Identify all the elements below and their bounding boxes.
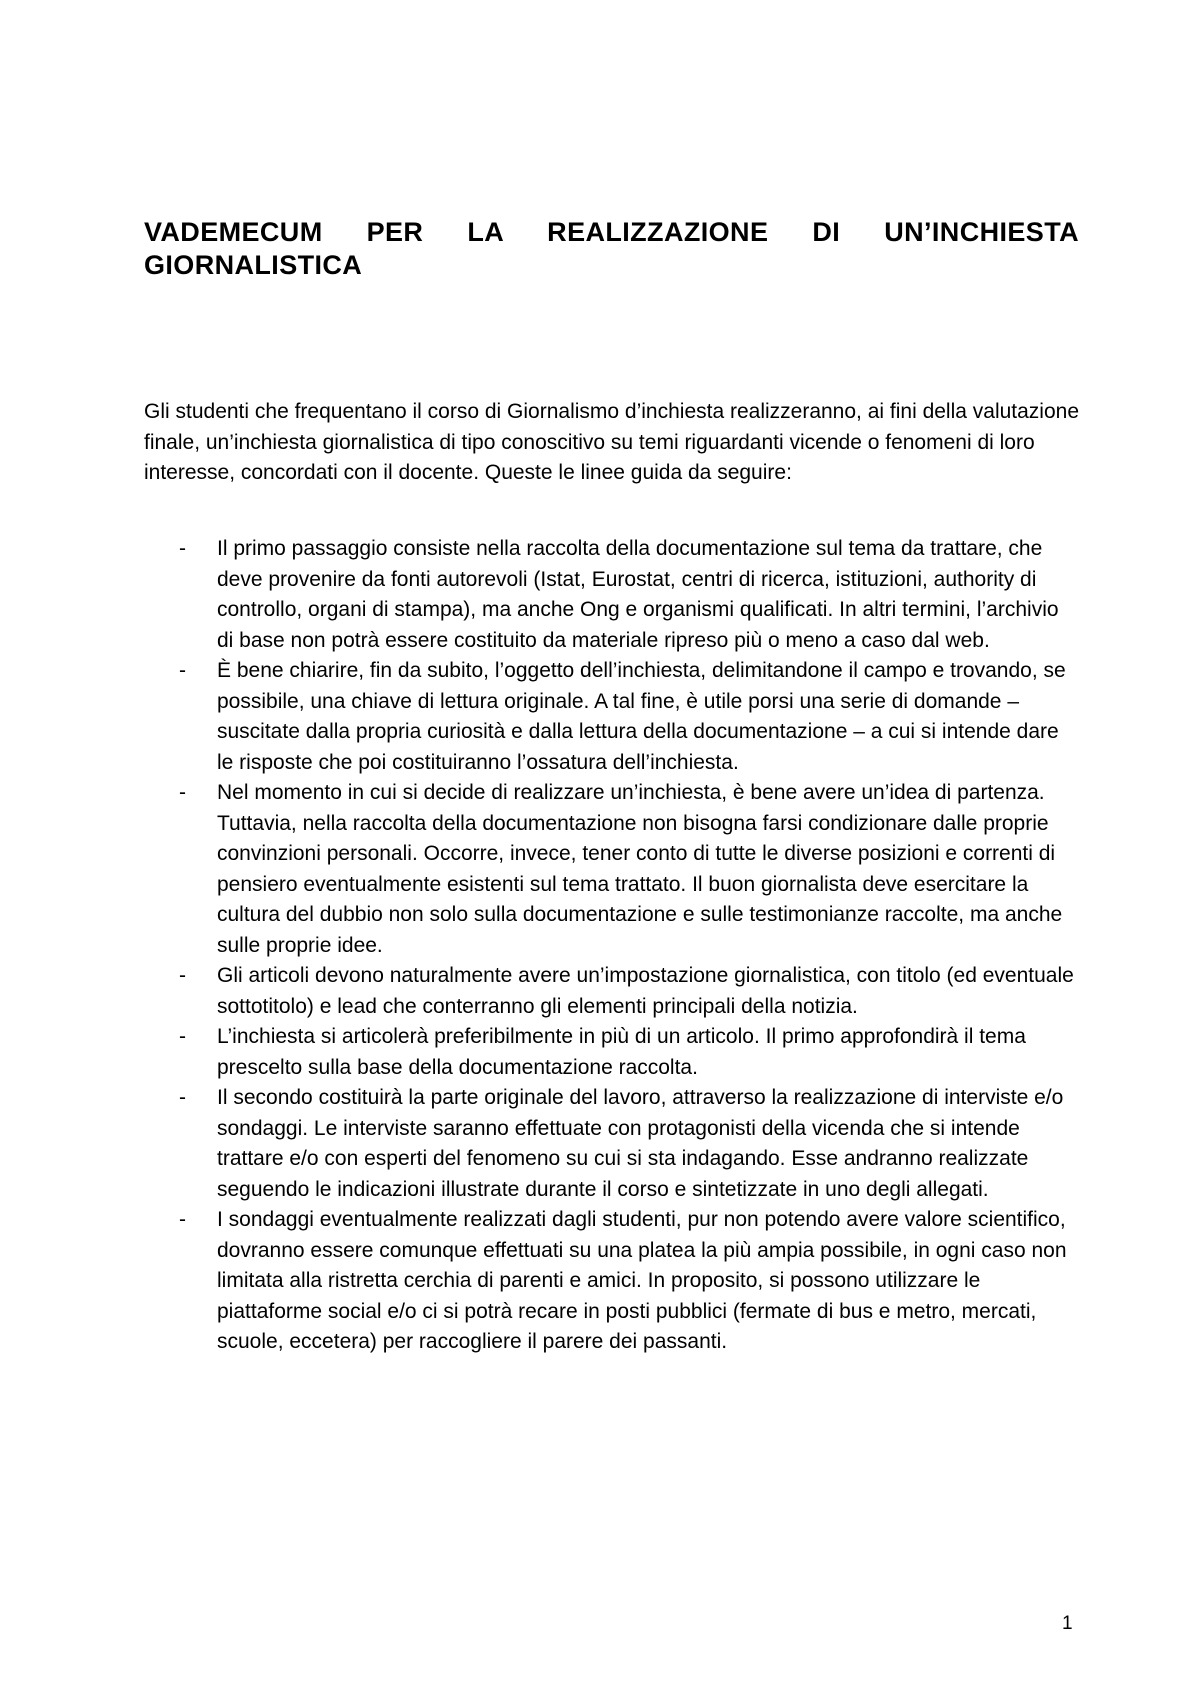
bullet-dash: - bbox=[179, 1025, 186, 1048]
intro-paragraph: Gli studenti che frequentano il corso di Giornalismo d’inchiesta realizzeranno, ai fini della valutazione finale, un’inchiesta giornalistica di tipo conoscitivo su temi riguardanti vicende o fenomeni di loro interesse, concordati con il docente. Queste le linee guida da seguire: bbox=[144, 400, 1080, 484]
list-item bbox=[144, 1205, 1079, 1358]
list-item bbox=[144, 1083, 1079, 1205]
guidelines-list bbox=[144, 534, 1079, 1358]
list-item-text: Il secondo costituirà la parte originale del lavoro, attraverso la realizzazione di interviste e/o sondaggi. Le interviste saranno effettuate con protagonisti della vicenda che si intende trattare e/o con esperti del fenomeno su cui si sta indagando. Esse andranno realizzate seguendo le indicazioni illustrate durante il corso e sintetizzate in uno degli allegati. bbox=[217, 1086, 1064, 1201]
bullet-dash: - bbox=[179, 659, 186, 682]
list-item-text: Il primo passaggio consiste nella raccolta della documentazione sul tema da trattare, che deve provenire da fonti autorevoli (Istat, Eurostat, centri di ricerca, istituzioni, authority di controllo, organi di stampa), ma anche Ong e organismi qualificati. In altri termini, l’archivio di base non potrà essere costituito da materiale ripreso più o meno a caso dal web. bbox=[217, 537, 1059, 652]
bullet-dash: - bbox=[179, 964, 186, 987]
bullet-dash: - bbox=[179, 1208, 186, 1231]
list-item bbox=[144, 1022, 1079, 1083]
list-item-text: Gli articoli devono naturalmente avere un’impostazione giornalistica, con titolo (ed eventuale sottotitolo) e lead che conterranno gli elementi principali della notizia. bbox=[217, 964, 1074, 1018]
list-item-text: I sondaggi eventualmente realizzati dagli studenti, pur non potendo avere valore scientifico, dovranno essere comunque effettuati su una platea la più ampia possibile, in ogni caso non limitata alla ristretta cerchia di parenti e amici. In proposito, si possono utilizzare le piattaforme social e/o ci si potrà recare in posti pubblici (fermate di bus e metro, mercati, scuole, eccetera) per raccogliere il parere dei passanti. bbox=[217, 1208, 1067, 1353]
list-item-text: L’inchiesta si articolerà preferibilmente in più di un articolo. Il primo approfondirà il tema prescelto sulla base della documentazione raccolta. bbox=[217, 1025, 1026, 1079]
document-title-line-2: GIORNALISTICA bbox=[144, 250, 363, 280]
bullet-dash: - bbox=[179, 537, 186, 560]
list-item bbox=[144, 534, 1079, 656]
list-item-text: Nel momento in cui si decide di realizzare un’inchiesta, è bene avere un’idea di partenza. Tuttavia, nella raccolta della documentazione non bisogna farsi condizionare dalle proprie convinzioni personali. Occorre, invece, tener conto di tutte le diverse posizioni e correnti di pensiero eventualmente esistenti sul tema trattato. Il buon giornalista deve esercitare la cultura del dubbio non solo sulla documentazione e sulle testimonianze raccolte, ma anche sulle proprie idee. bbox=[217, 781, 1063, 957]
list-item bbox=[144, 778, 1079, 961]
list-item-text: È bene chiarire, fin da subito, l’oggetto dell’inchiesta, delimitandone il campo e trovando, se possibile, una chiave di lettura originale. A tal fine, è utile porsi una serie di domande – suscitate dalla propria curiosità e dalla lettura della documentazione – a cui si intende dare le risposte che poi costituiranno l’ossatura dell’inchiesta. bbox=[217, 659, 1066, 774]
bullet-dash: - bbox=[179, 781, 186, 804]
bullet-dash: - bbox=[179, 1086, 186, 1109]
page-number: 1 bbox=[1062, 1613, 1073, 1634]
list-item bbox=[144, 656, 1079, 778]
document-title-line-1: VADEMECUM PER LA REALIZZAZIONE DI UN’INCHIESTA bbox=[144, 217, 1079, 247]
document-title bbox=[144, 216, 1079, 282]
list-item bbox=[144, 961, 1079, 1022]
